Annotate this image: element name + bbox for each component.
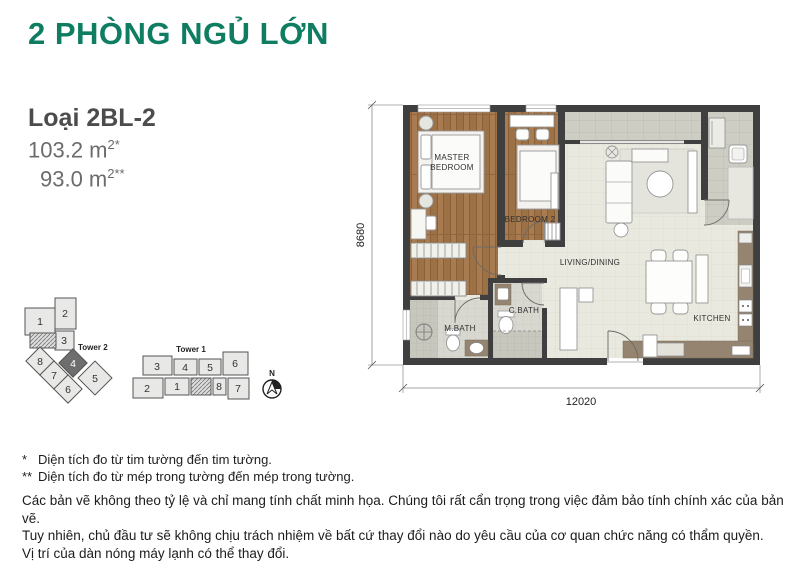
area-gross-sup: 2* <box>108 137 120 152</box>
tower1-num-5: 5 <box>207 362 213 374</box>
area-gross <box>28 137 120 163</box>
tower2-num-8: 8 <box>37 356 43 368</box>
label-living-dining: LIVING/DINING <box>560 258 620 267</box>
footnote-1-marker: * <box>22 451 38 468</box>
label-cbath: C.BATH <box>509 306 540 315</box>
tower1-num-8: 8 <box>216 381 222 393</box>
tower2-num-2: 2 <box>62 308 68 320</box>
label-mbath: M.BATH <box>444 324 475 333</box>
footnote-2 <box>22 468 354 485</box>
tv-console <box>688 151 697 213</box>
desk <box>411 209 426 239</box>
pillow <box>421 135 431 159</box>
area-net-sup: 2** <box>107 166 124 181</box>
area-gross-value: 103.2 m <box>28 137 108 162</box>
cooktop <box>656 343 684 356</box>
wardrobe <box>551 173 558 209</box>
utility-counter <box>728 167 753 219</box>
chair <box>516 129 529 140</box>
chair <box>426 216 436 230</box>
disclaimer-line-1: Các bản vẽ không theo tỷ lệ và chỉ mang tính chất minh họa. Chúng tôi rất cẩn trọng trong việc đảm bảo tính chính xác của bản vẽ. <box>22 492 796 527</box>
tower2-num-7: 7 <box>51 370 57 382</box>
footnote-1-text: Diện tích đo từ tim tường đến tim tường. <box>38 451 272 468</box>
dim-width-label: 12020 <box>566 396 597 408</box>
dining-chair <box>673 250 688 262</box>
basin <box>498 288 509 300</box>
dishwasher <box>732 346 750 355</box>
page-title: 2 PHÒNG NGỦ LỚN <box>28 16 329 52</box>
unit-type-label: Loại 2BL-2 <box>28 104 156 133</box>
tower1-num-3: 3 <box>154 361 160 373</box>
chair <box>536 129 549 140</box>
tower1-core <box>191 378 211 395</box>
cbath-shower-floor <box>493 331 542 358</box>
dining-chair <box>651 250 666 262</box>
tower1-title: Tower 1 <box>176 345 206 354</box>
dining-chair <box>673 302 688 314</box>
tower2-num-4: 4 <box>70 358 76 370</box>
tower1-num-4: 4 <box>182 362 188 374</box>
tower2-num-1: 1 <box>37 316 43 328</box>
pouf <box>614 223 628 237</box>
footnote-2-text: Diện tích đo từ mép trong tường đến mép trong tường. <box>38 468 354 485</box>
dim-height-label: 8680 <box>355 223 367 247</box>
balcony-floor <box>565 112 701 143</box>
label-master-2: BEDROOM <box>430 163 473 172</box>
tower1-num-6: 6 <box>232 358 238 370</box>
disclaimer-line-3: Vị trí của dàn nóng máy lạnh có thể thay đổi. <box>22 545 796 562</box>
toilet <box>447 335 460 351</box>
tower1-num-1: 1 <box>174 381 180 393</box>
footnote-2-marker: ** <box>22 468 38 485</box>
footnotes <box>22 451 354 485</box>
label-bedroom2: BEDROOM 2 <box>505 215 556 224</box>
area-net-value: 93.0 m <box>40 166 107 191</box>
basin <box>470 343 484 354</box>
kitchen-counter <box>738 231 753 358</box>
desk <box>510 115 554 127</box>
fridge <box>643 335 657 357</box>
tower2-num-3: 3 <box>61 335 67 347</box>
label-kitchen: KITCHEN <box>693 314 730 323</box>
wardrobe <box>411 243 466 258</box>
stove <box>739 300 752 312</box>
tower2-num-5: 5 <box>92 373 98 385</box>
tower2-core <box>30 333 56 348</box>
nightstand <box>419 194 433 208</box>
floor-plan <box>340 85 780 415</box>
disclaimer <box>22 492 796 562</box>
entry-stool <box>579 288 593 302</box>
footnote-1 <box>22 451 354 468</box>
tower1-num-7: 7 <box>235 383 241 395</box>
area-net <box>40 166 125 192</box>
wardrobe <box>411 281 466 296</box>
entry-cabinet <box>560 288 577 350</box>
stove <box>739 314 752 326</box>
compass-icon <box>263 369 281 398</box>
dining-chair <box>651 302 666 314</box>
dining-bench <box>696 255 708 303</box>
tower2-num-6: 6 <box>65 384 71 396</box>
dining-table <box>646 261 692 303</box>
coffee-table <box>647 171 673 197</box>
tower1-num-2: 2 <box>144 383 150 395</box>
tower2-title: Tower 2 <box>78 343 108 352</box>
nightstand <box>419 116 433 130</box>
sofa <box>606 161 632 223</box>
compass-n-label: N <box>269 369 275 378</box>
tower-key-plans <box>10 290 290 430</box>
daybed <box>632 149 668 162</box>
disclaimer-line-2: Tuy nhiên, chủ đầu tư sẽ không chịu trách nhiệm về bất cứ thay đổi nào do yêu cầu của cơ quan chức năng có thẩm quyền. <box>22 527 796 545</box>
label-master-1: MASTER <box>434 153 469 162</box>
